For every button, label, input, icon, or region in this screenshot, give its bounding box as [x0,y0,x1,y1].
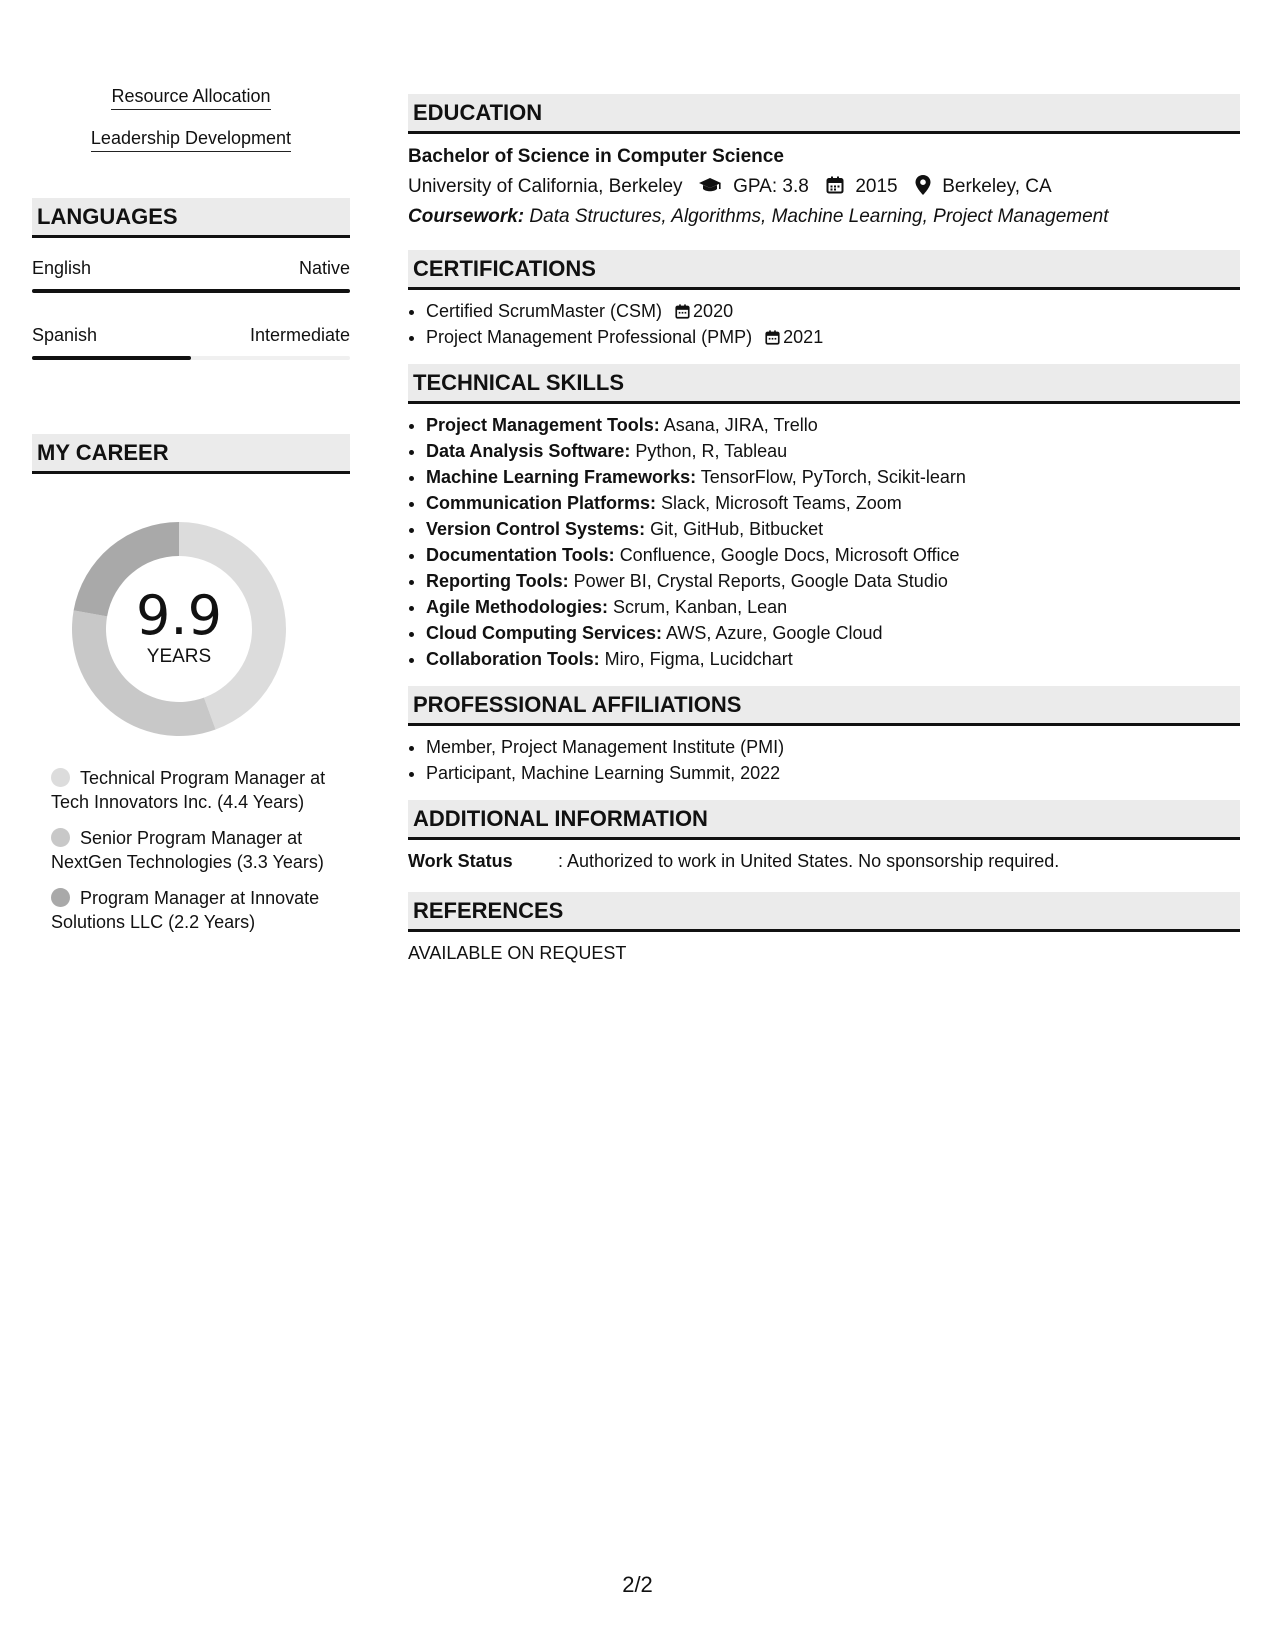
skill-item [426,646,1240,672]
affiliations-heading: PROFESSIONAL AFFILIATIONS [408,686,1240,726]
skill-item [426,490,1240,516]
skill-item [426,594,1240,620]
language-level: Intermediate [249,325,350,345]
language-level-bar [32,356,350,360]
language-english [32,258,350,293]
skill-value: Confluence, Google Docs, Microsoft Office [619,545,960,565]
skill-label: Machine Learning Frameworks: [426,467,697,487]
technical-skills-heading: TECHNICAL SKILLS [408,364,1240,404]
work-status-value: : Authorized to work in United States. No sponsorship required. [558,851,1060,871]
legend-label: Program Manager at Innovate Solutions LLC (2.2 Years) [51,888,320,932]
skill-value: Slack, Microsoft Teams, Zoom [661,493,902,513]
skill-label: Project Management Tools: [426,415,660,435]
right-column [408,94,1240,966]
legend-swatch [51,888,70,907]
skill-item [426,620,1240,646]
career-legend [32,766,350,934]
affiliations-list [408,734,1240,786]
location: Berkeley, CA [942,176,1052,197]
skill-value: Python, R, Tableau [635,441,788,461]
career-donut [66,516,292,742]
skill-label: Agile Methodologies: [426,597,608,617]
graduation-year: 2015 [855,176,898,197]
work-status-row [408,848,1240,874]
coursework-label: Coursework: [408,206,525,227]
gpa: GPA: 3.8 [733,176,809,197]
legend-swatch [51,828,70,847]
skill-item [426,568,1240,594]
left-column [32,86,350,946]
skill-label: Data Analysis Software: [426,441,631,461]
calendar-icon [675,304,690,319]
skill-value: Asana, JIRA, Trello [663,415,818,435]
skill-label: Collaboration Tools: [426,649,600,669]
school: University of California, Berkeley [408,176,683,197]
technical-skills-list [408,412,1240,672]
skill-item [426,438,1240,464]
affiliation-item: • Member, Project Management Institute (PMI) [426,734,1240,760]
career-total: 9.9 [136,584,222,647]
education-entry [408,142,1240,232]
skill-value: AWS, Azure, Google Cloud [666,623,883,643]
calendar-icon [765,330,780,345]
page-number: 2/2 [622,1572,653,1597]
skill-value: Git, GitHub, Bitbucket [650,519,824,539]
legend-item [51,766,331,814]
certifications-list [408,298,1240,350]
career-unit: YEARS [146,646,212,667]
affiliation-item: • Participant, Machine Learning Summit, 2022 [426,760,1240,786]
skill-resource-allocation[interactable]: Resource Allocation [111,86,270,110]
legend-swatch [51,768,70,787]
calendar-icon [826,176,844,194]
certification-item [426,298,1240,324]
language-level: Native [298,258,350,278]
map-pin-icon [915,175,931,195]
skill-item [426,542,1240,568]
skill-label: Reporting Tools: [426,571,569,591]
work-status-label: Work Status [408,851,513,871]
skill-value: Scrum, Kanban, Lean [613,597,788,617]
skill-label: Documentation Tools: [426,545,615,565]
coursework-value: Data Structures, Algorithms, Machine Learning, Project Management [529,206,1109,227]
skill-label: Version Control Systems: [426,519,646,539]
references-text: AVAILABLE ON REQUEST [408,943,627,963]
career-heading: MY CAREER [32,434,350,474]
skill-item [426,412,1240,438]
certification-item [426,324,1240,350]
skill-label: Communication Platforms: [426,493,657,513]
language-name: Spanish [32,325,98,345]
certification-name: Certified ScrumMaster (CSM) [426,301,663,321]
legend-label: Technical Program Manager at Tech Innovators Inc. (4.4 Years) [51,768,326,812]
legend-item [51,886,331,934]
skill-value: Miro, Figma, Lucidchart [604,649,793,669]
coursework [408,202,1240,232]
skill-item [426,516,1240,542]
skill-leadership-development[interactable]: Leadership Development [91,128,291,152]
legend-label: Senior Program Manager at NextGen Technologies (3.3 Years) [51,828,324,872]
skill-label: Cloud Computing Services: [426,623,663,643]
skill-value: TensorFlow, PyTorch, Scikit-learn [700,467,966,487]
references-heading: REFERENCES [408,892,1240,932]
graduation-cap-icon [698,177,722,193]
degree: Bachelor of Science in Computer Science [408,146,784,167]
certification-name: Project Management Professional (PMP) [426,327,753,347]
skill-item [426,464,1240,490]
certification-year: 2020 [693,301,734,321]
language-level-bar [32,289,350,293]
language-spanish [32,325,350,360]
education-meta [408,172,1240,202]
language-level-fill [32,356,191,360]
skill-value: Power BI, Crystal Reports, Google Data Studio [573,571,948,591]
certifications-heading: CERTIFICATIONS [408,250,1240,290]
education-heading: EDUCATION [408,94,1240,134]
language-level-fill [32,289,350,293]
additional-info-heading: ADDITIONAL INFORMATION [408,800,1240,840]
language-name: English [32,258,92,278]
certification-year: 2021 [783,327,824,347]
languages-heading: LANGUAGES [32,198,350,238]
career-chart [32,516,350,766]
legend-item [51,826,331,874]
